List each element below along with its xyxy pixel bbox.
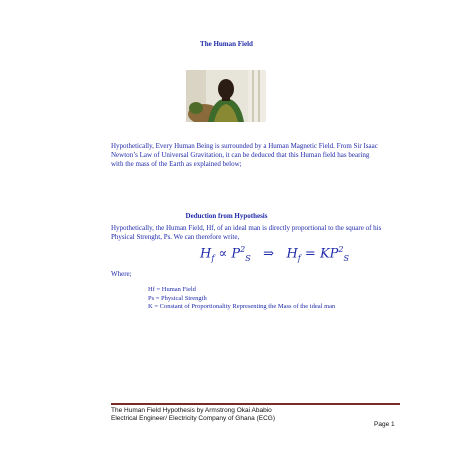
eq-implies-symbol: ⇒ [263, 246, 275, 262]
eq-p-sup: 2 [240, 245, 246, 254]
author-photo [186, 70, 266, 122]
page-title: The Human Field [200, 40, 253, 48]
definition-item: Ps = Physical Strength [148, 294, 207, 302]
eq-lhs-sub: f [211, 253, 215, 263]
page-number: Page 1 [374, 421, 395, 428]
eq-lhs-var: H [200, 246, 212, 262]
footer-line-1: The Human Field Hypothesis by Armstrong Okai Ababio [111, 407, 272, 414]
intro-paragraph: Hypothetically, Every Human Being is surrounded by a Human Magnetic Field. From Sir Isaac Newton’s Law of Universal Gravitation, it can be deduced that this Human field has bearing with the mass of the Earth as explained below; [111, 142, 378, 168]
eq-rhs-var: H [286, 246, 298, 262]
where-label: Where; [111, 270, 132, 278]
eq-prop-symbol: ∝ [218, 246, 228, 262]
eq-rp-sub: S [343, 253, 349, 263]
definition-item: K = Constant of Proportionality Representing the Mass of the ideal man [148, 303, 336, 310]
definition-item: Hf = Human Field [148, 286, 196, 293]
eq-rhs-sub: f [297, 253, 301, 263]
eq-equals: = [304, 246, 316, 262]
footer-line-2: Electrical Engineer/ Electricity Company of Ghana (ECG) [111, 415, 276, 422]
eq-p-var: P [231, 246, 241, 262]
eq-p-sub: S [245, 253, 251, 263]
section-heading: Deduction from Hypothesis [185, 212, 268, 220]
eq-k: K [319, 246, 330, 262]
hypothesis-paragraph: Hypothetically, the Human Field, Hf, of an ideal man is directly proportional to the square of his Physical Strenght, Ps. We can therefore write, [111, 224, 382, 241]
definitions-list [148, 286, 335, 312]
eq-rp-sup: 2 [338, 245, 344, 254]
footer [111, 407, 275, 423]
footer-divider [111, 403, 400, 405]
eq-rp-var: P [329, 246, 339, 262]
proportionality-equation [200, 245, 349, 263]
portrait-image [186, 70, 266, 122]
